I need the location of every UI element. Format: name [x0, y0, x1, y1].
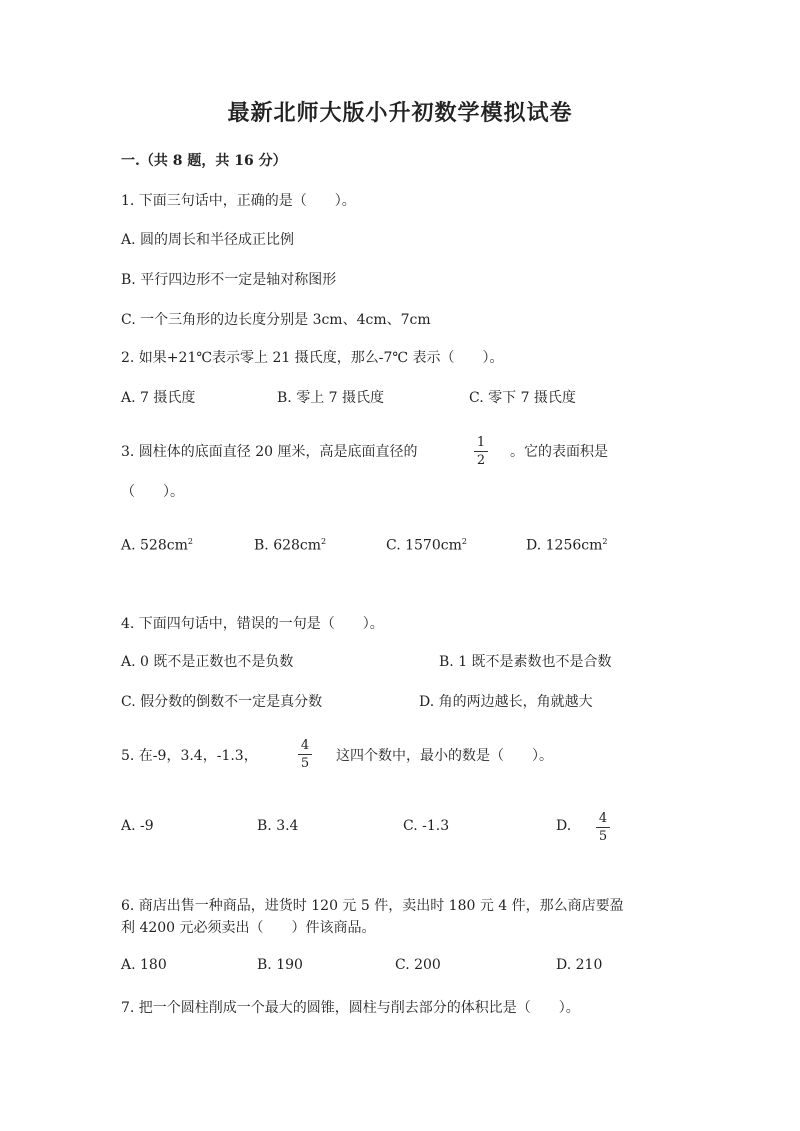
question-2-option-b: B. 零上 7 摄氏度 — [277, 390, 384, 406]
question-3-stem-line2: （ ）。 — [121, 484, 184, 500]
question-4-stem: 4. 下面四句话中，错误的一句是（ ）。 — [121, 616, 384, 632]
question-3-stem: 3. 圆柱体的底面直径 20 厘米，高是底面直径的 — [121, 444, 418, 460]
question-4-option-d: D. 角的两边越长，角就越大 — [419, 694, 593, 710]
question-3-option-d: D. $1256cm^2$ — [526, 537, 608, 554]
question-3-option-c: C. $1570cm^2$ — [386, 537, 467, 554]
question-1-stem: 1. 下面三句话中，正确的是（ ）。 — [121, 193, 356, 209]
question-5-option-b: B. 3.4 — [257, 818, 299, 834]
fraction-numerator: 4 — [300, 738, 310, 753]
question-6-option-d: D. 210 — [556, 957, 603, 973]
question-4-option-b: B. 1 既不是素数也不是合数 — [439, 654, 612, 670]
fraction-bar — [596, 827, 610, 828]
question-5-option-c: C. -1.3 — [403, 818, 450, 834]
fraction-numerator: 1 — [476, 435, 486, 450]
question-6-stem-line1: 6. 商店出售一种商品，进货时 120 元 5 件，卖出时 180 元 4 件，那么商店要盈 — [121, 898, 624, 914]
question-1-option-c: C. 一个三角形的边长度分别是 3cm、4cm、7cm — [121, 312, 431, 328]
fraction-denominator: 5 — [598, 829, 608, 844]
section-heading: 一.（共 8 题，共 16 分） — [121, 153, 287, 169]
question-5-option-d: D. — [556, 818, 572, 834]
question-5-stem: 5. 在-9，3.4，-1.3， — [121, 748, 258, 764]
question-5-fraction — [298, 739, 312, 770]
question-2-stem: 2. 如果+21℃表示零上 21 摄氏度，那么-7℃ 表示（ ）。 — [121, 350, 504, 366]
question-6-option-b: B. 190 — [257, 957, 303, 973]
question-6-stem-line2: 利 4200 元必须卖出（ ）件该商品。 — [121, 920, 376, 936]
question-6-option-a: A. 180 — [121, 957, 167, 973]
question-3-stem-after: 。它的表面积是 — [510, 444, 608, 460]
question-2-option-c: C. 零下 7 摄氏度 — [469, 390, 576, 406]
question-5-stem-after: 这四个数中，最小的数是（ ）。 — [336, 748, 553, 764]
question-7-stem: 7. 把一个圆柱削成一个最大的圆锥，圆柱与削去部分的体积比是（ ）。 — [121, 1000, 580, 1016]
page-title: 最新北师大版小升初数学模拟试卷 — [227, 100, 573, 126]
question-2-option-a: A. 7 摄氏度 — [121, 390, 196, 406]
question-4-option-c: C. 假分数的倒数不一定是真分数 — [121, 694, 323, 710]
question-1-option-b: B. 平行四边形不一定是轴对称图形 — [121, 272, 337, 288]
question-3-option-a: A. $528cm^2$ — [121, 537, 193, 554]
question-5-option-d-fraction — [596, 812, 610, 843]
question-3-fraction — [474, 436, 488, 467]
fraction-denominator: 2 — [476, 453, 486, 468]
question-1-option-a: A. 圆的周长和半径成正比例 — [121, 232, 295, 248]
question-3-option-b: B. $628cm^2$ — [254, 537, 327, 554]
question-6-option-c: C. 200 — [395, 957, 441, 973]
fraction-bar — [474, 451, 488, 452]
fraction-numerator: 4 — [598, 811, 608, 826]
fraction-denominator: 5 — [300, 756, 310, 771]
question-5-option-a: A. -9 — [121, 818, 154, 834]
question-4-option-a: A. 0 既不是正数也不是负数 — [121, 654, 294, 670]
fraction-bar — [298, 754, 312, 755]
